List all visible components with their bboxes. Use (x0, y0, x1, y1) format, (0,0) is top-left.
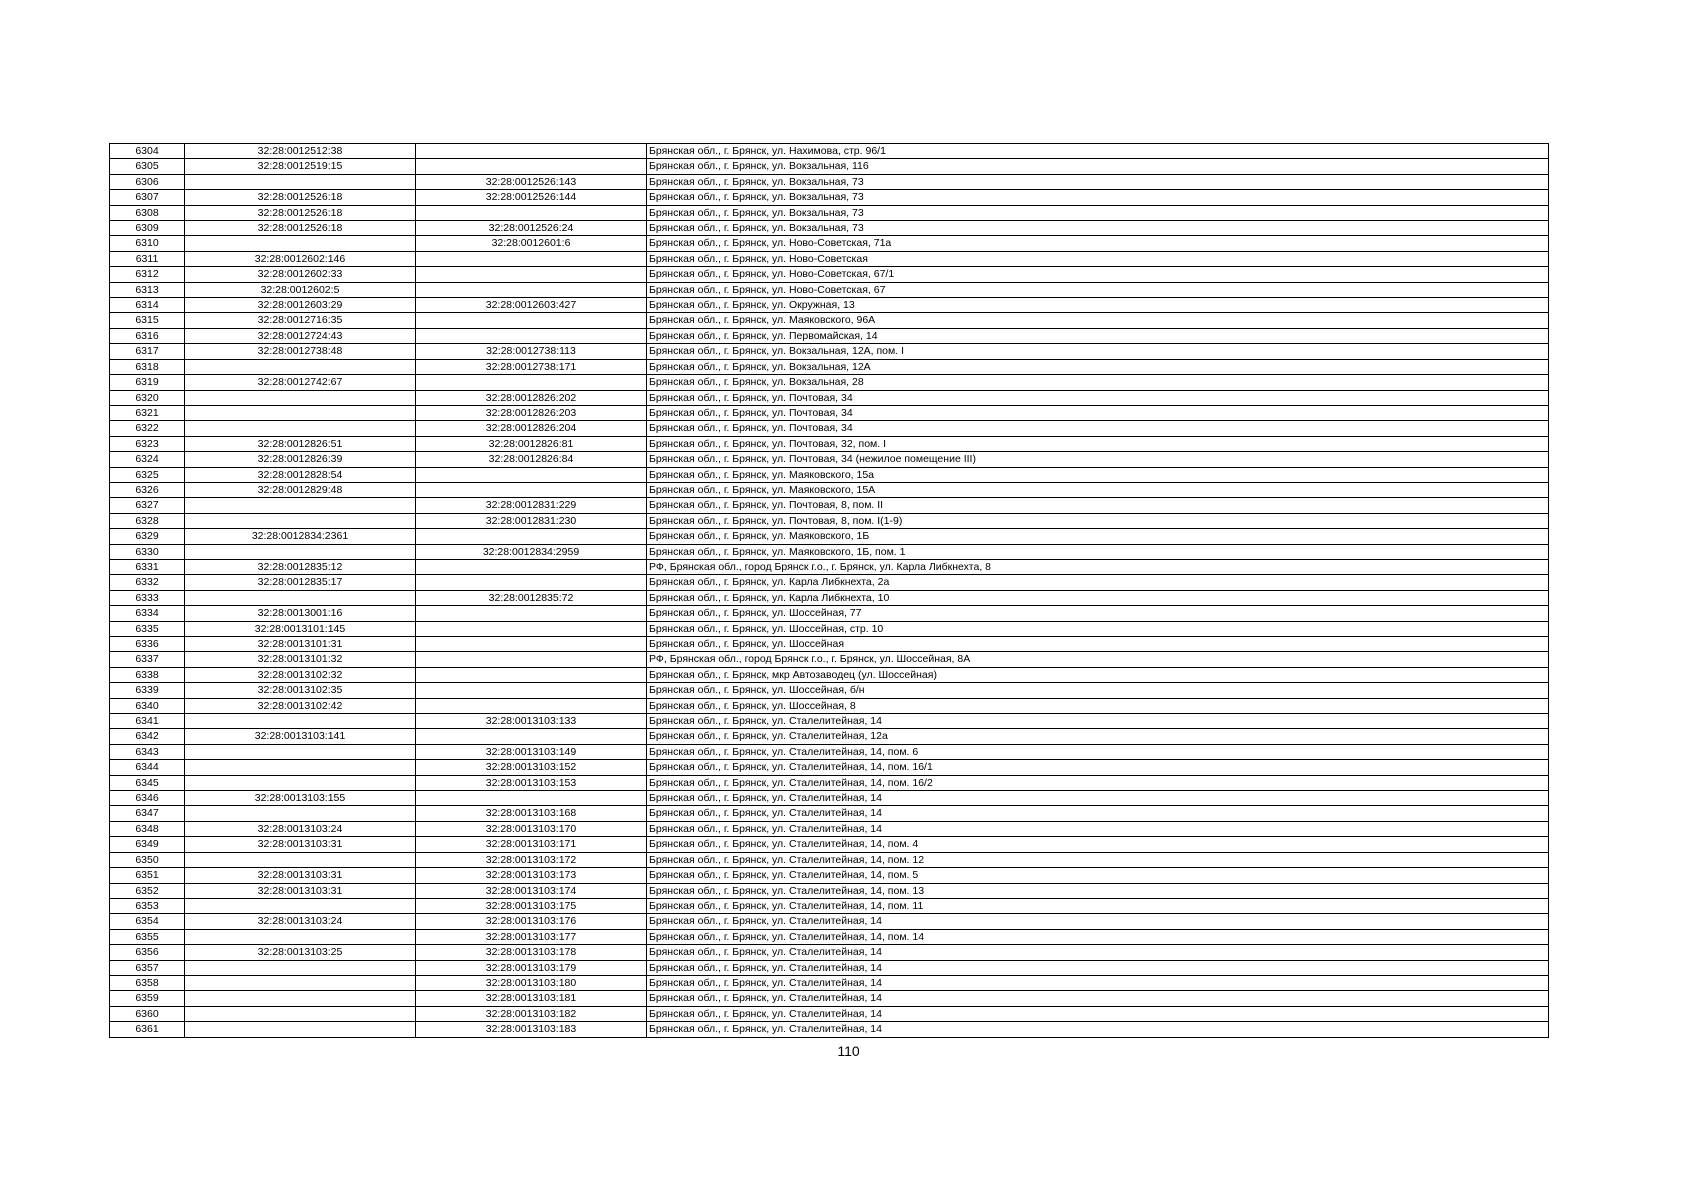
address-cell: Брянская обл., г. Брянск, ул. Сталелитейная, 14 (647, 821, 1549, 836)
cadastral-number-land-cell (185, 975, 416, 990)
cadastral-number-object-cell: 32:28:0013103:149 (416, 744, 647, 759)
cadastral-number-object-cell (416, 729, 647, 744)
address-cell: Брянская обл., г. Брянск, ул. Почтовая, 34 (нежилое помещение III) (647, 452, 1549, 467)
address-cell: Брянская обл., г. Брянск, ул. Маяковского, 15а (647, 467, 1549, 482)
address-cell: Брянская обл., г. Брянск, ул. Сталелитейная, 14 (647, 945, 1549, 960)
table-row (110, 559, 1549, 574)
table-row (110, 914, 1549, 929)
table-row (110, 575, 1549, 590)
cadastral-number-object-cell (416, 267, 647, 282)
cadastral-number-object-cell: 32:28:0013103:172 (416, 852, 647, 867)
address-cell: Брянская обл., г. Брянск, ул. Сталелитейная, 14 (647, 791, 1549, 806)
cadastral-number-object-cell (416, 375, 647, 390)
row-number-cell: 6343 (110, 744, 185, 759)
cadastral-number-land-cell: 32:28:0013103:25 (185, 945, 416, 960)
cadastral-number-land-cell: 32:28:0012526:18 (185, 205, 416, 220)
cadastral-number-object-cell (416, 313, 647, 328)
row-number-cell: 6304 (110, 144, 185, 159)
row-number-cell: 6316 (110, 328, 185, 343)
cadastral-number-land-cell (185, 852, 416, 867)
row-number-cell: 6335 (110, 621, 185, 636)
address-cell: Брянская обл., г. Брянск, ул. Ново-Советская (647, 251, 1549, 266)
row-number-cell: 6309 (110, 221, 185, 236)
cadastral-number-land-cell (185, 714, 416, 729)
table-row (110, 1022, 1549, 1037)
cadastral-number-object-cell (416, 652, 647, 667)
row-number-cell: 6321 (110, 405, 185, 420)
table-row (110, 791, 1549, 806)
row-number-cell: 6314 (110, 298, 185, 313)
row-number-cell: 6329 (110, 529, 185, 544)
table-row (110, 344, 1549, 359)
row-number-cell: 6349 (110, 837, 185, 852)
cadastral-number-object-cell: 32:28:0013103:183 (416, 1022, 647, 1037)
address-cell: Брянская обл., г. Брянск, ул. Шоссейная, 77 (647, 606, 1549, 621)
address-cell: Брянская обл., г. Брянск, ул. Вокзальная, 73 (647, 221, 1549, 236)
cadastral-number-object-cell: 32:28:0013103:173 (416, 868, 647, 883)
cadastral-number-land-cell: 32:28:0012526:18 (185, 221, 416, 236)
cadastral-number-object-cell: 32:28:0013103:182 (416, 1006, 647, 1021)
table-row (110, 883, 1549, 898)
table-row (110, 251, 1549, 266)
table-row (110, 1006, 1549, 1021)
address-cell: Брянская обл., г. Брянск, ул. Вокзальная, 12А (647, 359, 1549, 374)
cadastral-number-object-cell: 32:28:0012826:84 (416, 452, 647, 467)
table-row (110, 760, 1549, 775)
row-number-cell: 6305 (110, 159, 185, 174)
table-row (110, 606, 1549, 621)
cadastral-number-object-cell (416, 637, 647, 652)
cadastral-number-object-cell (416, 529, 647, 544)
cadastral-number-object-cell: 32:28:0013103:180 (416, 975, 647, 990)
row-number-cell: 6323 (110, 436, 185, 451)
cadastral-number-land-cell: 32:28:0013103:155 (185, 791, 416, 806)
row-number-cell: 6315 (110, 313, 185, 328)
table-row (110, 190, 1549, 205)
table-row (110, 775, 1549, 790)
cadastral-number-land-cell: 32:28:0012526:18 (185, 190, 416, 205)
cadastral-number-land-cell: 32:28:0012519:15 (185, 159, 416, 174)
page-number: 110 (837, 1043, 860, 1059)
cadastral-number-object-cell (416, 205, 647, 220)
cadastral-number-object-cell: 32:28:0012834:2959 (416, 544, 647, 559)
table-row (110, 513, 1549, 528)
table-row (110, 221, 1549, 236)
address-cell: РФ, Брянская обл., город Брянск г.о., г. Брянск, ул. Карла Либкнехта, 8 (647, 559, 1549, 574)
cadastral-number-land-cell (185, 498, 416, 513)
address-cell: Брянская обл., г. Брянск, ул. Ново-Советская, 67/1 (647, 267, 1549, 282)
address-cell: Брянская обл., г. Брянск, ул. Сталелитейная, 14, пом. 14 (647, 929, 1549, 944)
row-number-cell: 6322 (110, 421, 185, 436)
cadastral-number-object-cell: 32:28:0013103:176 (416, 914, 647, 929)
row-number-cell: 6351 (110, 868, 185, 883)
row-number-cell: 6311 (110, 251, 185, 266)
address-cell: Брянская обл., г. Брянск, ул. Сталелитейная, 12а (647, 729, 1549, 744)
cadastral-number-land-cell: 32:28:0013102:42 (185, 698, 416, 713)
table-row (110, 482, 1549, 497)
cadastral-number-object-cell: 32:28:0013103:153 (416, 775, 647, 790)
table-row (110, 421, 1549, 436)
table-row (110, 544, 1549, 559)
address-cell: Брянская обл., г. Брянск, ул. Вокзальная, 73 (647, 190, 1549, 205)
row-number-cell: 6319 (110, 375, 185, 390)
row-number-cell: 6353 (110, 898, 185, 913)
cadastral-number-object-cell: 32:28:0012738:113 (416, 344, 647, 359)
row-number-cell: 6326 (110, 482, 185, 497)
row-number-cell: 6356 (110, 945, 185, 960)
table-row (110, 282, 1549, 297)
address-cell: Брянская обл., г. Брянск, ул. Вокзальная, 73 (647, 174, 1549, 189)
row-number-cell: 6318 (110, 359, 185, 374)
cadastral-number-object-cell: 32:28:0012831:230 (416, 513, 647, 528)
row-number-cell: 6308 (110, 205, 185, 220)
cadastral-number-land-cell: 32:28:0012724:43 (185, 328, 416, 343)
table-row (110, 205, 1549, 220)
address-cell: Брянская обл., г. Брянск, ул. Сталелитейная, 14 (647, 975, 1549, 990)
address-cell: Брянская обл., г. Брянск, ул. Вокзальная, 28 (647, 375, 1549, 390)
table-row (110, 267, 1549, 282)
row-number-cell: 6331 (110, 559, 185, 574)
cadastral-number-object-cell: 32:28:0013103:181 (416, 991, 647, 1006)
row-number-cell: 6347 (110, 806, 185, 821)
address-cell: Брянская обл., г. Брянск, ул. Сталелитейная, 14, пом. 16/2 (647, 775, 1549, 790)
row-number-cell: 6344 (110, 760, 185, 775)
cadastral-number-land-cell: 32:28:0012602:5 (185, 282, 416, 297)
table-row (110, 698, 1549, 713)
table-row (110, 637, 1549, 652)
cadastral-number-land-cell: 32:28:0013103:31 (185, 868, 416, 883)
address-cell: Брянская обл., г. Брянск, ул. Карла Либкнехта, 2а (647, 575, 1549, 590)
cadastral-number-object-cell: 32:28:0013103:152 (416, 760, 647, 775)
table-row (110, 236, 1549, 251)
row-number-cell: 6332 (110, 575, 185, 590)
address-cell: Брянская обл., г. Брянск, ул. Ново-Советская, 67 (647, 282, 1549, 297)
cadastral-number-object-cell (416, 683, 647, 698)
cadastral-number-object-cell (416, 251, 647, 266)
cadastral-number-land-cell (185, 405, 416, 420)
row-number-cell: 6325 (110, 467, 185, 482)
address-cell: Брянская обл., г. Брянск, ул. Сталелитейная, 14 (647, 806, 1549, 821)
address-cell: Брянская обл., г. Брянск, ул. Почтовая, 34 (647, 421, 1549, 436)
cadastral-number-land-cell (185, 775, 416, 790)
row-number-cell: 6345 (110, 775, 185, 790)
address-cell: Брянская обл., г. Брянск, ул. Сталелитейная, 14 (647, 714, 1549, 729)
table-row (110, 328, 1549, 343)
cadastral-number-object-cell (416, 698, 647, 713)
cadastral-number-object-cell (416, 575, 647, 590)
cadastral-number-object-cell (416, 328, 647, 343)
cadastral-number-object-cell (416, 667, 647, 682)
cadastral-number-object-cell: 32:28:0012835:72 (416, 590, 647, 605)
row-number-cell: 6317 (110, 344, 185, 359)
address-cell: Брянская обл., г. Брянск, ул. Сталелитейная, 14, пом. 11 (647, 898, 1549, 913)
table-row (110, 452, 1549, 467)
row-number-cell: 6357 (110, 960, 185, 975)
table-row (110, 744, 1549, 759)
cadastral-number-land-cell: 32:28:0013103:24 (185, 914, 416, 929)
address-cell: Брянская обл., г. Брянск, ул. Окружная, 13 (647, 298, 1549, 313)
row-number-cell: 6342 (110, 729, 185, 744)
address-cell: Брянская обл., г. Брянск, ул. Почтовая, 8, пом. I(1-9) (647, 513, 1549, 528)
table-row (110, 313, 1549, 328)
address-cell: Брянская обл., г. Брянск, ул. Маяковского, 1Б, пом. 1 (647, 544, 1549, 559)
cadastral-number-land-cell (185, 960, 416, 975)
address-cell: Брянская обл., г. Брянск, ул. Сталелитейная, 14, пом. 12 (647, 852, 1549, 867)
table-row (110, 929, 1549, 944)
table-row (110, 359, 1549, 374)
cadastral-number-land-cell: 32:28:0013101:31 (185, 637, 416, 652)
address-cell: Брянская обл., г. Брянск, ул. Сталелитейная, 14, пом. 13 (647, 883, 1549, 898)
cadastral-number-land-cell: 32:28:0013103:141 (185, 729, 416, 744)
row-number-cell: 6352 (110, 883, 185, 898)
table-row (110, 683, 1549, 698)
cadastral-number-object-cell: 32:28:0013103:171 (416, 837, 647, 852)
row-number-cell: 6307 (110, 190, 185, 205)
row-number-cell: 6337 (110, 652, 185, 667)
table-row (110, 898, 1549, 913)
address-cell: Брянская обл., г. Брянск, ул. Шоссейная, стр. 10 (647, 621, 1549, 636)
address-cell: Брянская обл., г. Брянск, ул. Почтовая, 32, пом. I (647, 436, 1549, 451)
table-row (110, 945, 1549, 960)
cadastral-number-object-cell: 32:28:0012738:171 (416, 359, 647, 374)
cadastral-number-land-cell (185, 991, 416, 1006)
cadastral-number-land-cell: 32:28:0012512:38 (185, 144, 416, 159)
cadastral-number-land-cell: 32:28:0012602:146 (185, 251, 416, 266)
cadastral-number-land-cell: 32:28:0013001:16 (185, 606, 416, 621)
address-cell: Брянская обл., г. Брянск, ул. Сталелитейная, 14, пом. 4 (647, 837, 1549, 852)
cadastral-number-object-cell (416, 282, 647, 297)
row-number-cell: 6358 (110, 975, 185, 990)
cadastral-number-land-cell: 32:28:0012835:17 (185, 575, 416, 590)
address-cell: Брянская обл., г. Брянск, ул. Шоссейная (647, 637, 1549, 652)
row-number-cell: 6359 (110, 991, 185, 1006)
cadastral-number-land-cell (185, 513, 416, 528)
table-row (110, 729, 1549, 744)
cadastral-number-object-cell: 32:28:0012526:24 (416, 221, 647, 236)
row-number-cell: 6320 (110, 390, 185, 405)
cadastral-number-land-cell: 32:28:0013101:32 (185, 652, 416, 667)
address-cell: Брянская обл., г. Брянск, мкр Автозаводец (ул. Шоссейная) (647, 667, 1549, 682)
cadastral-number-land-cell (185, 544, 416, 559)
cadastral-number-land-cell: 32:28:0012602:33 (185, 267, 416, 282)
cadastral-number-object-cell: 32:28:0012526:143 (416, 174, 647, 189)
cadastral-number-land-cell: 32:28:0013103:24 (185, 821, 416, 836)
row-number-cell: 6334 (110, 606, 185, 621)
row-number-cell: 6361 (110, 1022, 185, 1037)
cadastral-number-land-cell: 32:28:0012742:67 (185, 375, 416, 390)
cadastral-number-object-cell: 32:28:0013103:178 (416, 945, 647, 960)
cadastral-number-object-cell: 32:28:0012826:203 (416, 405, 647, 420)
table-row (110, 868, 1549, 883)
address-cell: Брянская обл., г. Брянск, ул. Сталелитейная, 14 (647, 960, 1549, 975)
cadastral-number-land-cell (185, 1022, 416, 1037)
cadastral-number-object-cell: 32:28:0012526:144 (416, 190, 647, 205)
table-row (110, 159, 1549, 174)
cadastral-number-land-cell (185, 806, 416, 821)
table-row (110, 806, 1549, 821)
table-row (110, 467, 1549, 482)
row-number-cell: 6350 (110, 852, 185, 867)
address-cell: Брянская обл., г. Брянск, ул. Нахимова, стр. 96/1 (647, 144, 1549, 159)
address-cell: Брянская обл., г. Брянск, ул. Почтовая, 34 (647, 390, 1549, 405)
cadastral-number-object-cell: 32:28:0013103:168 (416, 806, 647, 821)
table-row (110, 960, 1549, 975)
row-number-cell: 6336 (110, 637, 185, 652)
cadastral-number-object-cell: 32:28:0012826:204 (416, 421, 647, 436)
cadastral-number-object-cell: 32:28:0012826:81 (416, 436, 647, 451)
cadastral-number-land-cell: 32:28:0012829:48 (185, 482, 416, 497)
address-cell: Брянская обл., г. Брянск, ул. Почтовая, 8, пом. II (647, 498, 1549, 513)
table-row (110, 298, 1549, 313)
cadastral-number-object-cell: 32:28:0013103:133 (416, 714, 647, 729)
row-number-cell: 6355 (110, 929, 185, 944)
cadastral-number-land-cell: 32:28:0012603:29 (185, 298, 416, 313)
cadastral-number-object-cell: 32:28:0012826:202 (416, 390, 647, 405)
row-number-cell: 6313 (110, 282, 185, 297)
table-row (110, 436, 1549, 451)
row-number-cell: 6333 (110, 590, 185, 605)
cadastral-number-land-cell: 32:28:0012835:12 (185, 559, 416, 574)
cadastral-number-land-cell (185, 421, 416, 436)
cadastral-number-object-cell: 32:28:0013103:179 (416, 960, 647, 975)
cadastral-number-object-cell: 32:28:0013103:175 (416, 898, 647, 913)
row-number-cell: 6340 (110, 698, 185, 713)
row-number-cell: 6348 (110, 821, 185, 836)
row-number-cell: 6346 (110, 791, 185, 806)
table-row (110, 975, 1549, 990)
cadastral-number-land-cell: 32:28:0013101:145 (185, 621, 416, 636)
cadastral-number-land-cell: 32:28:0013102:35 (185, 683, 416, 698)
address-cell: Брянская обл., г. Брянск, ул. Ново-Советская, 71а (647, 236, 1549, 251)
cadastral-number-land-cell (185, 590, 416, 605)
cadastral-number-land-cell (185, 760, 416, 775)
table-body (110, 144, 1549, 1038)
row-number-cell: 6324 (110, 452, 185, 467)
row-number-cell: 6360 (110, 1006, 185, 1021)
cadastral-number-land-cell (185, 390, 416, 405)
row-number-cell: 6341 (110, 714, 185, 729)
table-row (110, 375, 1549, 390)
table-row (110, 621, 1549, 636)
row-number-cell: 6310 (110, 236, 185, 251)
row-number-cell: 6327 (110, 498, 185, 513)
address-cell: Брянская обл., г. Брянск, ул. Сталелитейная, 14 (647, 914, 1549, 929)
table-row (110, 405, 1549, 420)
address-cell: Брянская обл., г. Брянск, ул. Сталелитейная, 14 (647, 1006, 1549, 1021)
table-row (110, 390, 1549, 405)
address-cell: Брянская обл., г. Брянск, ул. Маяковского, 15А (647, 482, 1549, 497)
cadastral-number-object-cell (416, 621, 647, 636)
cadastral-number-object-cell: 32:28:0012601:6 (416, 236, 647, 251)
address-cell: Брянская обл., г. Брянск, ул. Вокзальная, 12А, пом. I (647, 344, 1549, 359)
address-cell: Брянская обл., г. Брянск, ул. Сталелитейная, 14, пом. 16/1 (647, 760, 1549, 775)
cadastral-number-land-cell (185, 236, 416, 251)
address-cell: Брянская обл., г. Брянск, ул. Вокзальная, 116 (647, 159, 1549, 174)
address-cell: Брянская обл., г. Брянск, ул. Первомайская, 14 (647, 328, 1549, 343)
address-cell: Брянская обл., г. Брянск, ул. Сталелитейная, 14, пом. 6 (647, 744, 1549, 759)
cadastral-number-object-cell: 32:28:0013103:177 (416, 929, 647, 944)
cadastral-number-land-cell (185, 929, 416, 944)
table-row (110, 714, 1549, 729)
address-cell: Брянская обл., г. Брянск, ул. Шоссейная, 8 (647, 698, 1549, 713)
cadastral-number-object-cell (416, 159, 647, 174)
cadastral-number-land-cell: 32:28:0012834:2361 (185, 529, 416, 544)
cadastral-number-land-cell (185, 1006, 416, 1021)
cadastral-number-object-cell: 32:28:0013103:174 (416, 883, 647, 898)
cadastral-number-land-cell (185, 744, 416, 759)
address-cell: Брянская обл., г. Брянск, ул. Маяковского, 96А (647, 313, 1549, 328)
cadastral-number-land-cell: 32:28:0013102:32 (185, 667, 416, 682)
cadastral-number-land-cell: 32:28:0012828:54 (185, 467, 416, 482)
cadastral-number-object-cell (416, 559, 647, 574)
table-row (110, 652, 1549, 667)
table-row (110, 667, 1549, 682)
row-number-cell: 6330 (110, 544, 185, 559)
table-row (110, 991, 1549, 1006)
cadastral-number-object-cell (416, 482, 647, 497)
row-number-cell: 6306 (110, 174, 185, 189)
address-cell: Брянская обл., г. Брянск, ул. Маяковского, 1Б (647, 529, 1549, 544)
address-cell: Брянская обл., г. Брянск, ул. Почтовая, 34 (647, 405, 1549, 420)
cadastral-number-object-cell (416, 606, 647, 621)
table-row (110, 144, 1549, 159)
cadastral-number-land-cell: 32:28:0012826:39 (185, 452, 416, 467)
cadastral-number-object-cell (416, 144, 647, 159)
cadastral-number-land-cell: 32:28:0012826:51 (185, 436, 416, 451)
table-row (110, 837, 1549, 852)
address-cell: РФ, Брянская обл., город Брянск г.о., г. Брянск, ул. Шоссейная, 8А (647, 652, 1549, 667)
cadastral-number-land-cell: 32:28:0013103:31 (185, 837, 416, 852)
cadastral-number-land-cell: 32:28:0012738:48 (185, 344, 416, 359)
address-cell: Брянская обл., г. Брянск, ул. Сталелитейная, 14, пом. 5 (647, 868, 1549, 883)
address-cell: Брянская обл., г. Брянск, ул. Вокзальная, 73 (647, 205, 1549, 220)
cadastral-number-object-cell: 32:28:0013103:170 (416, 821, 647, 836)
row-number-cell: 6339 (110, 683, 185, 698)
cadastral-number-object-cell (416, 791, 647, 806)
table-row (110, 174, 1549, 189)
table-row (110, 590, 1549, 605)
cadastral-number-land-cell: 32:28:0012716:35 (185, 313, 416, 328)
cadastral-number-land-cell (185, 898, 416, 913)
table-row (110, 852, 1549, 867)
cadastral-number-land-cell: 32:28:0013103:31 (185, 883, 416, 898)
table-row (110, 529, 1549, 544)
address-cell: Брянская обл., г. Брянск, ул. Карла Либкнехта, 10 (647, 590, 1549, 605)
address-cell: Брянская обл., г. Брянск, ул. Шоссейная, б/н (647, 683, 1549, 698)
address-cell: Брянская обл., г. Брянск, ул. Сталелитейная, 14 (647, 1022, 1549, 1037)
property-table (109, 143, 1549, 1038)
cadastral-number-land-cell (185, 359, 416, 374)
table-row (110, 821, 1549, 836)
address-cell: Брянская обл., г. Брянск, ул. Сталелитейная, 14 (647, 991, 1549, 1006)
row-number-cell: 6338 (110, 667, 185, 682)
cadastral-number-object-cell: 32:28:0012603:427 (416, 298, 647, 313)
row-number-cell: 6354 (110, 914, 185, 929)
row-number-cell: 6312 (110, 267, 185, 282)
row-number-cell: 6328 (110, 513, 185, 528)
cadastral-number-object-cell (416, 467, 647, 482)
cadastral-number-object-cell: 32:28:0012831:229 (416, 498, 647, 513)
cadastral-number-land-cell (185, 174, 416, 189)
table-row (110, 498, 1549, 513)
